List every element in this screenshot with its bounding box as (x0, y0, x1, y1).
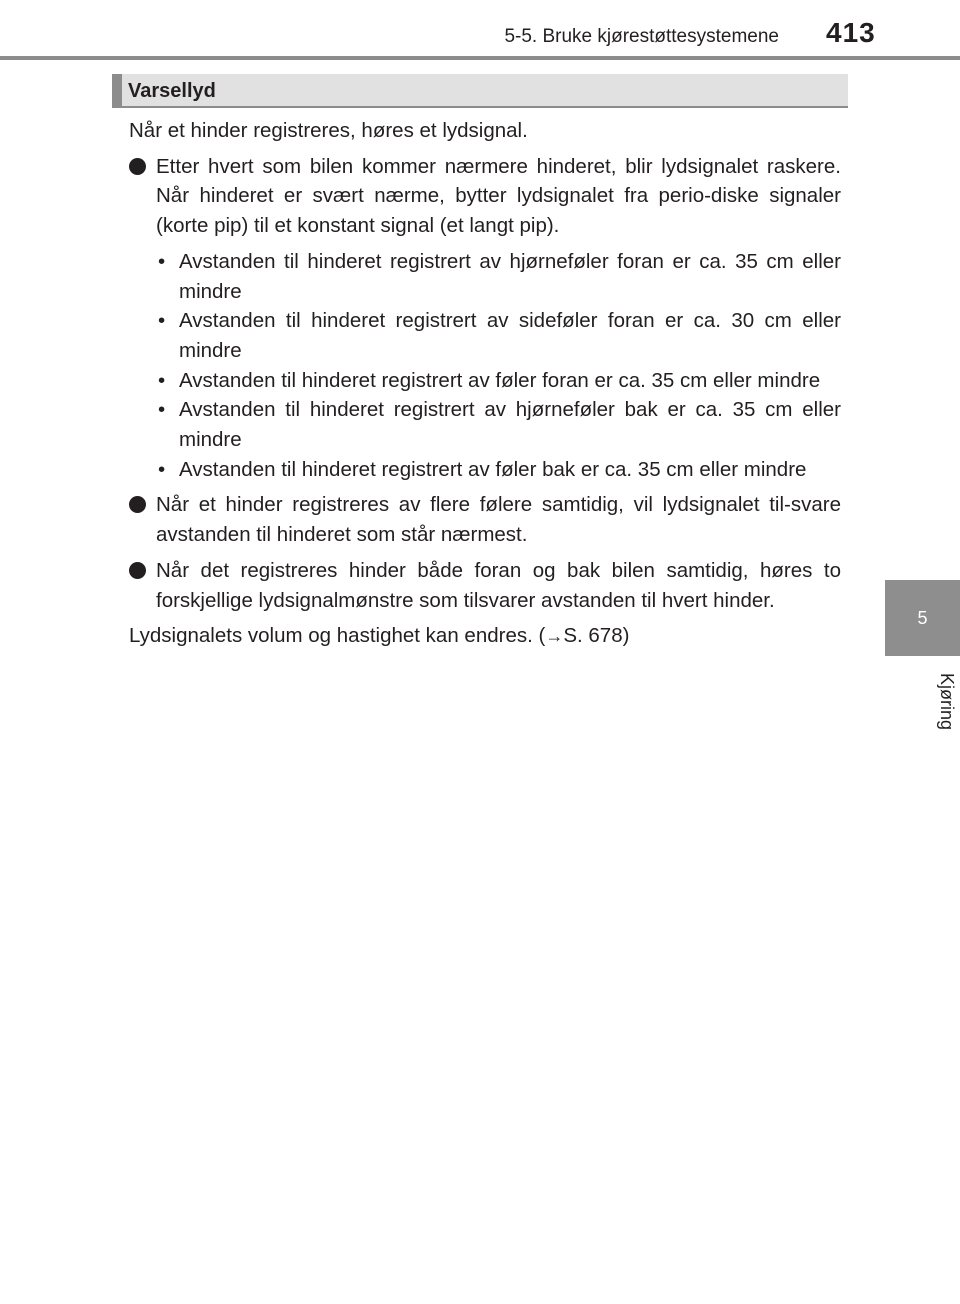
sub-bullet-icon: • (158, 309, 166, 333)
page-reference-link[interactable]: S. 678) (563, 624, 630, 648)
section-heading (112, 74, 848, 108)
sub-list-item (129, 247, 841, 306)
sub-item-text: Avstanden til hinderet registrert av sideføler foran er ca. 30 cm eller mindre (179, 309, 841, 362)
closing-paragraph (129, 621, 841, 652)
bullet-dot-icon (129, 158, 146, 175)
arrow-right-icon: → (545, 626, 564, 647)
sub-list-item (129, 366, 841, 396)
page-number: 413 (826, 17, 876, 48)
bullet-item (129, 490, 841, 549)
bullet-item (129, 556, 841, 615)
sub-bullet-icon: • (158, 457, 166, 481)
bullet-text: Når et hinder registreres av flere følere samtidig, vil lydsignalet til-svare avstanden til hinderet som står nærmest. (156, 493, 841, 547)
sub-item-text: Avstanden til hinderet registrert av føler bak er ca. 35 cm eller mindre (179, 457, 807, 481)
sub-bullet-icon: • (158, 368, 166, 392)
bullet-item (129, 152, 841, 241)
sub-list (129, 247, 841, 485)
sub-list-item (129, 395, 841, 454)
sub-list-item (129, 306, 841, 365)
main-content (129, 116, 841, 658)
closing-text: Lydsignalets volum og hastighet kan endres. ( (129, 624, 546, 648)
header-divider (0, 56, 960, 60)
header-section-title: 5-5. Bruke kjørestøttesystemene (504, 26, 779, 47)
bullet-text: Etter hvert som bilen kommer nærmere hinderet, blir lydsignalet raskere. Når hinderet er svært nærme, bytter lydsignalet fra perio-diske signaler (korte pip) til et konstant signal (et langt pip). (156, 154, 841, 238)
chapter-number: 5 (917, 607, 928, 628)
sub-item-text: Avstanden til hinderet registrert av føler foran er ca. 35 cm eller mindre (179, 368, 821, 392)
sub-bullet-icon: • (158, 398, 166, 422)
bullet-text: Når det registreres hinder både foran og bak bilen samtidig, høres to forskjellige lydsignalmønstre som tilsvarer avstanden til hvert hinder. (156, 558, 841, 612)
sub-list-item (129, 455, 841, 485)
bullet-dot-icon (129, 562, 146, 579)
intro-paragraph: Når et hinder registreres, høres et lydsignal. (129, 119, 528, 142)
bullet-dot-icon (129, 496, 146, 513)
chapter-tab (885, 580, 960, 656)
sub-item-text: Avstanden til hinderet registrert av hjørneføler bak er ca. 35 cm eller mindre (179, 398, 841, 452)
sub-item-text: Avstanden til hinderet registrert av hjørneføler foran er ca. 35 cm eller mindre (179, 249, 841, 303)
sub-bullet-icon: • (158, 249, 166, 273)
chapter-label: Kjøring (937, 673, 957, 731)
section-title: Varsellyd (128, 80, 216, 102)
